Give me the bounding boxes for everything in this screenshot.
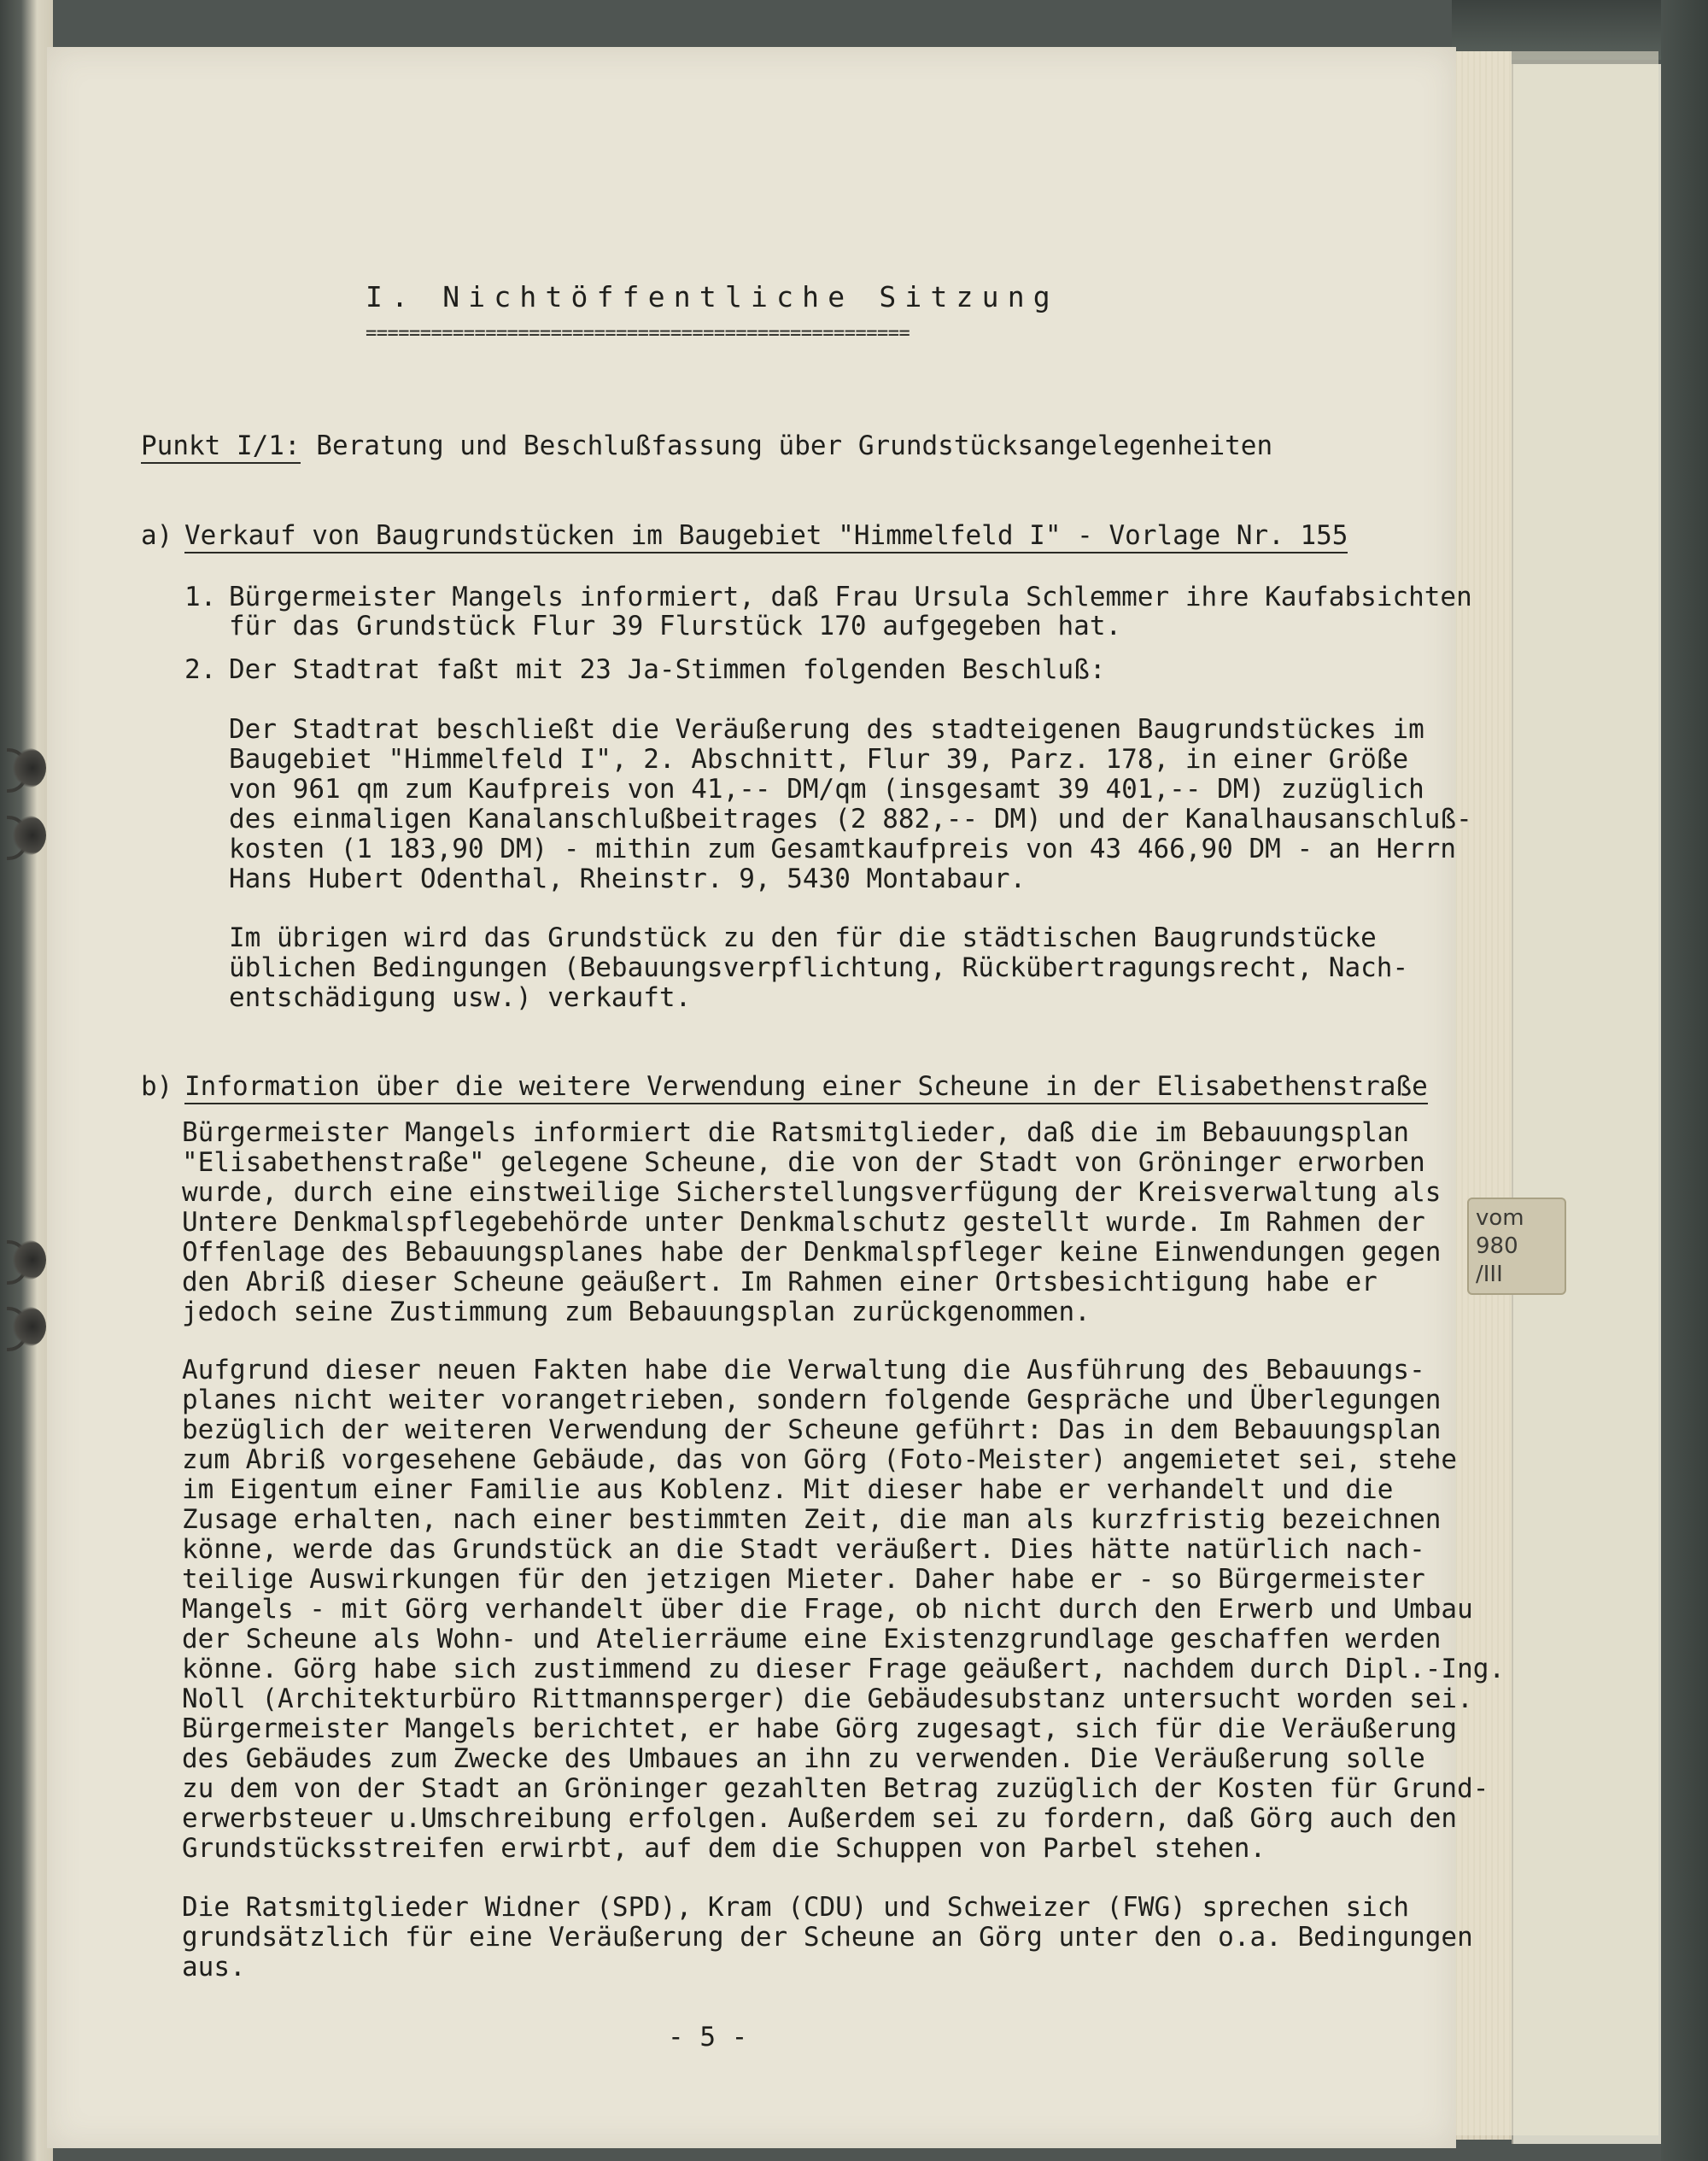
- paragraph-3-line: aus.: [182, 1952, 246, 1982]
- reference-tab: [1467, 1198, 1566, 1295]
- paragraph-1-line: "Elisabethenstraße" gelegene Scheune, die von der Stadt von Gröninger erworben: [182, 1147, 1425, 1178]
- section-a-title-text: Verkauf von Baugrundstücken im Baugebiet "Himmelfeld I" - Vorlage Nr. 155: [184, 520, 1348, 553]
- punch-hole: [12, 1240, 46, 1280]
- page-number: - 5 -: [668, 2022, 748, 2053]
- paragraph-2-line: im Eigentum einer Familie aus Koblenz. Mit dieser habe er verhandelt und die: [182, 1474, 1394, 1505]
- reference-tab-line: /III: [1476, 1262, 1503, 1287]
- resolution-line: Hans Hubert Odenthal, Rheinstr. 9, 5430 Montabaur.: [229, 864, 1027, 894]
- paragraph-2-line: zum Abriß vorgesehene Gebäude, das von Görg (Foto-Meister) angemietet sei, stehe: [182, 1444, 1458, 1475]
- paragraph-1-line: Offenlage des Bebauungsplanes habe der Denkmalspfleger keine Einwendungen gegen: [182, 1237, 1442, 1268]
- resolution-line: von 961 qm zum Kaufpreis von 41,-- DM/qm (insgesamt 39 401,-- DM) zuzüglich: [229, 774, 1424, 805]
- item-2-text: Der Stadtrat faßt mit 23 Ja-Stimmen folgenden Beschluß:: [229, 654, 1106, 685]
- section-a-marker: a): [141, 520, 173, 551]
- binder-right-edge: [1661, 0, 1708, 2161]
- punch-hole: [12, 816, 46, 855]
- conditions-line: entschädigung usw.) verkauft.: [229, 982, 692, 1013]
- paragraph-3-line: Die Ratsmitglieder Widner (SPD), Kram (CDU) und Schweizer (FWG) sprechen sich: [182, 1892, 1410, 1923]
- paragraph-2-line: Grundstücksstreifen erwirbt, auf dem die Schuppen von Parbel stehen.: [182, 1833, 1266, 1864]
- paragraph-2-line: könne. Görg habe sich zustimmend zu dieser Frage geäußert, nachdem durch Dipl.-Ing.: [182, 1654, 1506, 1684]
- resolution-line: kosten (1 183,90 DM) - mithin zum Gesamtkaufpreis von 43 466,90 DM - an Herrn: [229, 834, 1457, 864]
- paragraph-1-line: Bürgermeister Mangels informiert die Ratsmitglieder, daß die im Bebauungsplan: [182, 1117, 1410, 1148]
- punkt-title: Beratung und Beschlußfassung über Grundstücksangelegenheiten: [300, 430, 1273, 461]
- item-1-number: 1.: [184, 582, 217, 612]
- section-b-title: [184, 1072, 1428, 1102]
- resolution-line: des einmaligen Kanalanschlußbeitrages (2 882,-- DM) und der Kanalhausanschluß-: [229, 804, 1472, 835]
- section-b-marker: b): [141, 1071, 173, 1102]
- paragraph-2-line: des Gebäudes zum Zwecke des Umbaues an ihn zu verwenden. Die Veräußerung solle: [182, 1743, 1425, 1774]
- conditions-line: Im übrigen wird das Grundstück zu den für die städtischen Baugrundstücke: [229, 922, 1377, 953]
- punkt-label: Punkt I/1:: [141, 430, 301, 464]
- paragraph-2-line: könne, werde das Grundstück an die Stadt veräußert. Dies hätte natürlich nach-: [182, 1534, 1425, 1565]
- punch-hole: [12, 748, 46, 788]
- punkt-heading: [141, 431, 1272, 461]
- paragraph-1-line: Untere Denkmalspflegebehörde unter Denkmalschutz gestellt wurde. Im Rahmen der: [182, 1207, 1425, 1238]
- paragraph-2-line: der Scheune als Wohn- und Atelierräume eine Existenzgrundlage geschaffen werden: [182, 1624, 1442, 1654]
- paragraph-2-line: Aufgrund dieser neuen Fakten habe die Verwaltung die Ausführung des Bebauungs-: [182, 1355, 1425, 1385]
- reference-tab-line: 980: [1476, 1233, 1518, 1259]
- reference-tab-line: vom: [1476, 1205, 1524, 1231]
- item-1-line: für das Grundstück Flur 39 Flurstück 170 aufgegeben hat.: [229, 611, 1122, 641]
- section-a-title: [184, 521, 1348, 551]
- paragraph-1-line: wurde, durch eine einstweilige Sicherstellungsverfügung der Kreisverwaltung als: [182, 1177, 1442, 1208]
- page-heading: I. Nichtöffentliche Sitzung: [366, 280, 1059, 313]
- conditions-line: üblichen Bedingungen (Bebauungsverpflichtung, Rückübertragungsrecht, Nach-: [229, 952, 1409, 983]
- paragraph-2-line: Mangels - mit Görg verhandelt über die Frage, ob nicht durch den Erwerb und Umbau: [182, 1594, 1473, 1625]
- binder-left-edge: [0, 0, 53, 2161]
- paragraph-2-line: bezüglich der weiteren Verwendung der Scheune geführt: Das in dem Bebauungsplan: [182, 1414, 1442, 1445]
- item-2-number: 2.: [184, 654, 217, 685]
- paragraph-1-line: jedoch seine Zustimmung zum Bebauungsplan zurückgenommen.: [182, 1297, 1091, 1327]
- paragraph-2-line: teilige Auswirkungen für den jetzigen Mieter. Daher habe er - so Bürgermeister: [182, 1564, 1425, 1595]
- paragraph-1-line: den Abriß dieser Scheune geäußert. Im Rahmen einer Ortsbesichtigung habe er: [182, 1267, 1378, 1297]
- paragraph-2-line: Noll (Architekturbüro Rittmannsperger) die Gebäudesubstanz untersucht worden sei.: [182, 1684, 1473, 1714]
- paragraph-2-line: Bürgermeister Mangels berichtet, er habe Görg zugesagt, sich für die Veräußerung: [182, 1713, 1458, 1744]
- paragraph-2-line: Zusage erhalten, nach einer bestimmten Zeit, die man als kurzfristig bezeichnen: [182, 1504, 1442, 1535]
- paragraph-2-line: zu dem von der Stadt an Gröninger gezahlten Betrag zuzüglich der Kosten für Grund-: [182, 1773, 1489, 1804]
- paragraph-2-line: planes nicht weiter vorangetrieben, sondern folgende Gespräche und Überlegungen: [182, 1385, 1442, 1415]
- punch-hole: [12, 1307, 46, 1346]
- adhesive-tape: [1452, 51, 1658, 2135]
- paragraph-3-line: grundsätzlich für eine Veräußerung der Scheune an Görg unter den o.a. Bedingungen: [182, 1922, 1473, 1953]
- resolution-line: Der Stadtrat beschließt die Veräußerung des stadteigenen Baugrundstückes im: [229, 714, 1424, 745]
- paragraph-2-line: erwerbsteuer u.Umschreibung erfolgen. Außerdem sei zu fordern, daß Görg auch den: [182, 1803, 1458, 1834]
- item-1-line: Bürgermeister Mangels informiert, daß Frau Ursula Schlemmer ihre Kaufabsichten: [229, 582, 1472, 612]
- heading-underline-rule: ==================================================: [366, 323, 910, 344]
- section-b-title-text: Information über die weitere Verwendung einer Scheune in der Elisabethenstraße: [184, 1071, 1428, 1104]
- resolution-line: Baugebiet "Himmelfeld I", 2. Abschnitt, Flur 39, Parz. 178, in einer Größe: [229, 744, 1409, 775]
